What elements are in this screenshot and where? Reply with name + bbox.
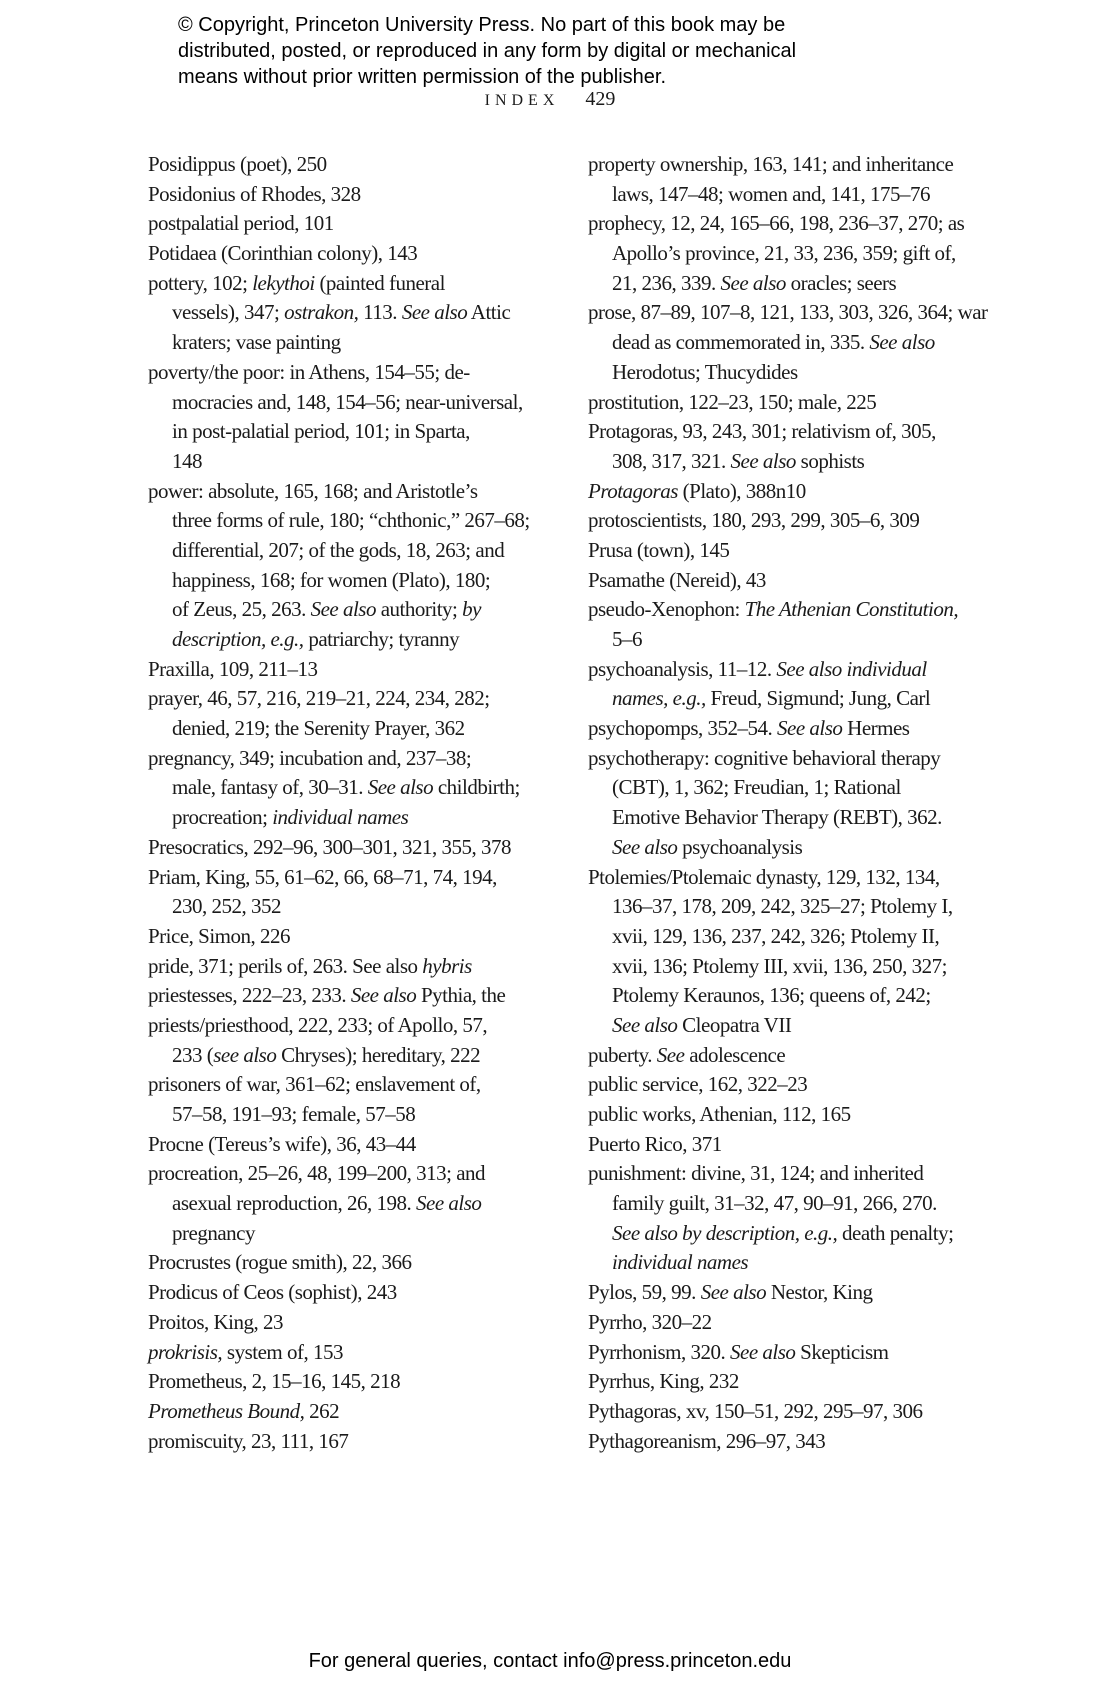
- index-line: [148, 1248, 530, 1278]
- index-line: [588, 328, 988, 358]
- index-line: [148, 150, 530, 180]
- index-line: [588, 1189, 988, 1219]
- index-text-italic: individual names: [612, 1250, 749, 1275]
- index-line: [588, 714, 988, 744]
- page-number: 429: [585, 88, 616, 110]
- index-text-roman: public works, Athenian, 112, 165: [588, 1102, 851, 1126]
- index-text-roman: Prometheus, 2, 15–16, 145, 218: [148, 1369, 401, 1394]
- index-line: [588, 1159, 988, 1189]
- index-text-italic: The Athenian Constitution,: [744, 597, 959, 622]
- index-text-roman: prophecy, 12, 24, 165–66, 198, 236–37, 270; as: [588, 211, 965, 236]
- index-text-roman: 148: [172, 448, 202, 473]
- index-text-roman: differential, 207; of the gods, 18, 263; and: [172, 537, 505, 562]
- index-text-roman: Potidaea (Corinthian colony), 143: [148, 241, 418, 266]
- index-text-roman: death penalty;: [837, 1220, 954, 1245]
- index-line: [148, 417, 530, 447]
- index-text-roman: 5–6: [612, 627, 642, 651]
- index-text-roman: xvii, 129, 136, 237, 242, 326; Ptolemy II,: [612, 923, 940, 948]
- index-text-roman: xvii, 136; Ptolemy III, xvii, 136, 250, 327;: [612, 953, 947, 978]
- index-text-roman: sophists: [795, 448, 865, 473]
- index-text-roman: three forms of rule, 180; “chthonic,” 267–68;: [172, 508, 530, 533]
- index-text-italic: See also: [416, 1191, 482, 1216]
- index-line: [148, 1070, 530, 1100]
- index-text-roman: Posidonius of Rhodes, 328: [148, 181, 361, 206]
- index-text-roman: 21, 236, 339.: [612, 270, 721, 295]
- index-text-roman: property ownership, 163, 141; and inheritance: [588, 152, 954, 176]
- index-text-italic: See also: [869, 330, 935, 355]
- index-text-roman: psychoanalysis, 11–12.: [588, 656, 777, 681]
- index-line: [588, 922, 988, 952]
- index-line: [148, 863, 530, 893]
- index-text-italic: Prometheus Bound,: [148, 1398, 305, 1423]
- index-text-roman: poverty/the poor: in Athens, 154–55; de-: [148, 359, 470, 384]
- copyright-notice: [178, 12, 796, 90]
- index-text-roman: pregnancy, 349; incubation and, 237–38;: [148, 745, 472, 770]
- index-text-roman: Pyrrhus, King, 232: [588, 1369, 739, 1394]
- index-line: [148, 1278, 530, 1308]
- index-text-italic: prokrisis,: [148, 1339, 223, 1364]
- index-text-roman: prose, 87–89, 107–8, 121, 133, 303, 326, 364; war: [588, 300, 988, 325]
- index-text-roman: Pythia, the: [416, 983, 506, 1008]
- index-text-roman: childbirth;: [433, 775, 520, 800]
- index-text-roman: 233 (: [172, 1042, 214, 1067]
- index-line: [148, 328, 530, 358]
- index-text-roman: power: absolute, 165, 168; and Aristotle’s: [148, 478, 478, 503]
- index-line: [148, 1011, 530, 1041]
- index-text-roman: puberty.: [588, 1042, 657, 1067]
- index-line: [148, 595, 530, 625]
- index-text-italic: See also: [730, 448, 796, 473]
- index-text-roman: pregnancy: [172, 1220, 255, 1245]
- index-line: [148, 892, 530, 922]
- index-line: [148, 477, 530, 507]
- index-heading: INDEX: [484, 92, 560, 109]
- index-line: [148, 1159, 530, 1189]
- index-line: [148, 1100, 530, 1130]
- index-text-italic: See also: [720, 270, 786, 295]
- index-text-roman: system of, 153: [222, 1339, 343, 1364]
- index-text-roman: patriarchy; tyranny: [303, 627, 460, 651]
- index-line: [588, 833, 988, 863]
- index-text-roman: psychopomps, 352–54.: [588, 716, 777, 741]
- index-text-italic: lekythoi: [252, 270, 315, 295]
- index-text-roman: Apollo’s province, 21, 33, 236, 359; gift of,: [612, 241, 956, 266]
- index-text-roman: Ptolemies/Ptolemaic dynasty, 129, 132, 134,: [588, 864, 940, 889]
- index-line: [148, 922, 530, 952]
- index-text-roman: Nestor, King: [766, 1280, 873, 1305]
- index-line: [588, 239, 988, 269]
- index-line: [588, 1248, 988, 1278]
- index-line: [588, 1070, 988, 1100]
- index-line: [588, 981, 988, 1011]
- index-line: [588, 209, 988, 239]
- index-text-roman: psychoanalysis: [677, 834, 803, 859]
- index-text-roman: oracles; seers: [785, 270, 897, 295]
- index-line: [148, 1338, 530, 1368]
- index-line: [148, 269, 530, 299]
- index-line: [588, 269, 988, 299]
- index-line: [588, 1427, 988, 1457]
- index-text-roman: Skepticism: [795, 1339, 889, 1364]
- index-text-italic: see also: [213, 1042, 277, 1067]
- index-line: [588, 595, 988, 625]
- index-text-roman: 308, 317, 321.: [612, 448, 731, 473]
- index-line: [148, 1041, 530, 1071]
- index-text-roman: procreation, 25–26, 48, 199–200, 313; and: [148, 1161, 486, 1186]
- index-line: [588, 1338, 988, 1368]
- index-line: [148, 1130, 530, 1160]
- index-text-roman: psychotherapy: cognitive behavioral therapy: [588, 745, 941, 770]
- index-text-roman: Chryses); hereditary, 222: [276, 1042, 481, 1067]
- index-text-roman: 113.: [358, 300, 402, 325]
- index-line: [588, 1367, 988, 1397]
- index-text-roman: priests/priesthood, 222, 233; of Apollo, 57,: [148, 1012, 488, 1037]
- index-text-roman: Puerto Rico, 371: [588, 1131, 722, 1156]
- index-text-roman: Prodicus of Ceos (sophist), 243: [148, 1280, 397, 1305]
- index-line: [148, 358, 530, 388]
- copyright-line: © Copyright, Princeton University Press. No part of this book may be: [178, 14, 786, 36]
- index-line: [148, 833, 530, 863]
- index-text-italic: See also: [777, 716, 843, 741]
- index-line: [148, 803, 530, 833]
- footer-contact-line: For general queries, contact info@press.princeton.edu: [308, 1650, 792, 1672]
- index-text-italic: See also by description, e.g.,: [612, 1220, 838, 1245]
- index-line: [588, 1011, 988, 1041]
- index-line: [588, 506, 988, 536]
- index-text-roman: Pythagoras, xv, 150–51, 292, 295–97, 306: [588, 1398, 923, 1423]
- index-text-roman: male, fantasy of, 30–31.: [172, 775, 368, 800]
- index-text-roman: mocracies and, 148, 154–56; near-universal,: [172, 389, 523, 414]
- index-text-italic: ostrakon,: [284, 300, 359, 325]
- index-line: [148, 388, 530, 418]
- index-text-roman: of Zeus, 25, 263.: [172, 597, 311, 622]
- index-line: [148, 447, 530, 477]
- index-line: [148, 655, 530, 685]
- index-text-roman: laws, 147–48; women and, 141, 175–76: [612, 181, 930, 206]
- index-text-roman: denied, 219; the Serenity Prayer, 362: [172, 716, 465, 741]
- index-line: [588, 1219, 988, 1249]
- index-text-roman: Freud, Sigmund; Jung, Carl: [705, 686, 931, 711]
- index-line: [588, 625, 988, 655]
- index-line: [588, 803, 988, 833]
- copyright-line: means without prior written permission of the publisher.: [178, 66, 667, 88]
- index-text-roman: Presocratics, 292–96, 300–301, 321, 355, 378: [148, 834, 511, 859]
- index-line: [148, 506, 530, 536]
- index-line: [148, 239, 530, 269]
- index-text-italic: names, e.g.,: [612, 686, 706, 711]
- index-text-roman: postpalatial period, 101: [148, 211, 334, 236]
- running-head: [0, 88, 1100, 111]
- index-text-roman: in post-palatial period, 101; in Sparta,: [172, 419, 470, 444]
- index-line: [588, 1397, 988, 1427]
- index-line: [588, 684, 988, 714]
- index-line: [148, 744, 530, 774]
- index-line: [588, 566, 988, 596]
- index-column-left: [148, 150, 530, 1456]
- index-line: [588, 1278, 988, 1308]
- index-text-italic: by: [462, 597, 481, 622]
- index-text-roman: 57–58, 191–93; female, 57–58: [172, 1102, 416, 1126]
- copyright-line: distributed, posted, or reproduced in any form by digital or mechanical: [178, 40, 797, 62]
- index-line: [588, 477, 988, 507]
- index-text-roman: dead as commemorated in, 335.: [612, 330, 870, 355]
- index-line: [588, 952, 988, 982]
- index-line: [588, 1100, 988, 1130]
- index-text-roman: Posidippus (poet), 250: [148, 152, 327, 176]
- index-line: [148, 298, 530, 328]
- index-line: [148, 714, 530, 744]
- index-line: [588, 298, 988, 328]
- index-line: [148, 773, 530, 803]
- index-line: [148, 684, 530, 714]
- index-text-roman: Pyrrhonism, 320.: [588, 1339, 731, 1364]
- index-line: [588, 1041, 988, 1071]
- index-line: [148, 566, 530, 596]
- index-text-roman: priestesses, 222–23, 233.: [148, 983, 351, 1008]
- index-text-roman: authority;: [375, 597, 463, 622]
- index-line: [148, 536, 530, 566]
- index-text-roman: 136–37, 178, 209, 242, 325–27; Ptolemy I,: [612, 894, 953, 919]
- index-text-roman: Ptolemy Keraunos, 136; queens of, 242;: [612, 983, 931, 1008]
- index-text-italic: See also: [350, 983, 417, 1008]
- index-text-roman: prisoners of war, 361–62; enslavement of,: [148, 1072, 481, 1097]
- index-line: [588, 773, 988, 803]
- index-text-italic: See also: [310, 597, 376, 622]
- index-text-roman: asexual reproduction, 26, 198.: [172, 1191, 417, 1216]
- index-text-italic: individual names: [272, 805, 409, 830]
- index-line: [588, 447, 988, 477]
- index-text-roman: (Plato), 388n10: [677, 478, 806, 503]
- index-text-roman: pottery, 102;: [148, 270, 253, 295]
- index-text-italic: description, e.g.,: [172, 627, 304, 651]
- index-text-roman: Emotive Behavior Therapy (REBT), 362.: [612, 805, 942, 830]
- index-text-roman: 262: [304, 1398, 340, 1423]
- index-text-roman: Protagoras, 93, 243, 301; relativism of, 305,: [588, 419, 936, 444]
- index-text-roman: pseudo-Xenophon:: [588, 597, 745, 622]
- index-text-roman: prostitution, 122–23, 150; male, 225: [588, 389, 877, 414]
- index-text-roman: Hermes: [842, 716, 910, 741]
- index-line: [148, 180, 530, 210]
- index-text-roman: Procrustes (rogue smith), 22, 366: [148, 1250, 412, 1275]
- index-line: [148, 209, 530, 239]
- index-line: [148, 1397, 530, 1427]
- index-text-roman: Pyrrho, 320–22: [588, 1309, 712, 1334]
- index-text-roman: (CBT), 1, 362; Freudian, 1; Rational: [612, 775, 901, 800]
- index-text-roman: (painted funeral: [314, 270, 445, 295]
- index-text-roman: Cleopatra VII: [677, 1012, 792, 1037]
- index-line: [588, 388, 988, 418]
- index-text-italic: Protagoras: [588, 478, 678, 503]
- index-line: [588, 863, 988, 893]
- index-line: [148, 952, 530, 982]
- index-text-roman: promiscuity, 23, 111, 167: [148, 1428, 349, 1453]
- index-text-roman: family guilt, 31–32, 47, 90–91, 266, 270.: [612, 1191, 937, 1216]
- index-text-italic: See also: [401, 300, 468, 325]
- index-line: [148, 1427, 530, 1457]
- index-line: [588, 536, 988, 566]
- index-text-italic: See also: [367, 775, 434, 800]
- index-line: [148, 1219, 530, 1249]
- index-line: [148, 1308, 530, 1338]
- index-line: [148, 1189, 530, 1219]
- index-text-italic: hybris: [422, 953, 472, 978]
- index-text-italic: See also: [612, 1012, 678, 1037]
- index-line: [588, 417, 988, 447]
- index-text-roman: vessels), 347;: [172, 300, 285, 325]
- index-text-roman: kraters; vase painting: [172, 330, 341, 355]
- index-text-roman: Psamathe (Nereid), 43: [588, 567, 766, 592]
- index-text-roman: prayer, 46, 57, 216, 219–21, 224, 234, 282;: [148, 686, 490, 711]
- index-line: [588, 744, 988, 774]
- index-text-roman: Priam, King, 55, 61–62, 66, 68–71, 74, 194,: [148, 864, 497, 889]
- index-text-roman: Proitos, King, 23: [148, 1309, 284, 1334]
- index-line: [588, 358, 988, 388]
- index-text-roman: Pylos, 59, 99.: [588, 1280, 701, 1305]
- index-text-roman: punishment: divine, 31, 124; and inherited: [588, 1161, 924, 1186]
- index-column-right: [588, 150, 988, 1456]
- index-line: [588, 1130, 988, 1160]
- index-text-roman: Attic: [467, 300, 511, 325]
- index-text-roman: Prusa (town), 145: [588, 537, 730, 562]
- index-line: [588, 1308, 988, 1338]
- index-text-roman: pride, 371; perils of, 263. See also: [148, 953, 423, 978]
- index-line: [148, 1367, 530, 1397]
- index-text-roman: Praxilla, 109, 211–13: [148, 656, 318, 681]
- index-text-roman: 230, 252, 352: [172, 894, 281, 919]
- index-text-italic: See also: [730, 1339, 796, 1364]
- index-line: [588, 892, 988, 922]
- index-line: [588, 655, 988, 685]
- index-text-roman: Procne (Tereus’s wife), 36, 43–44: [148, 1131, 416, 1156]
- index-text-italic: See also: [700, 1280, 767, 1305]
- index-text-roman: Pythagoreanism, 296–97, 343: [588, 1428, 826, 1453]
- index-text-italic: See also: [612, 834, 678, 859]
- index-line: [588, 150, 988, 180]
- index-text-italic: See also individual: [776, 656, 927, 681]
- index-line: [588, 180, 988, 210]
- index-text-roman: Herodotus; Thucydides: [612, 359, 798, 384]
- index-text-roman: public service, 162, 322–23: [588, 1072, 808, 1097]
- index-text-roman: procreation;: [172, 805, 273, 830]
- index-line: [148, 981, 530, 1011]
- index-text-roman: protoscientists, 180, 293, 299, 305–6, 309: [588, 508, 920, 533]
- index-text-roman: adolescence: [684, 1042, 786, 1067]
- index-line: [148, 625, 530, 655]
- index-text-roman: Price, Simon, 226: [148, 923, 290, 948]
- index-text-roman: happiness, 168; for women (Plato), 180;: [172, 567, 491, 592]
- index-text-italic: See: [656, 1042, 685, 1067]
